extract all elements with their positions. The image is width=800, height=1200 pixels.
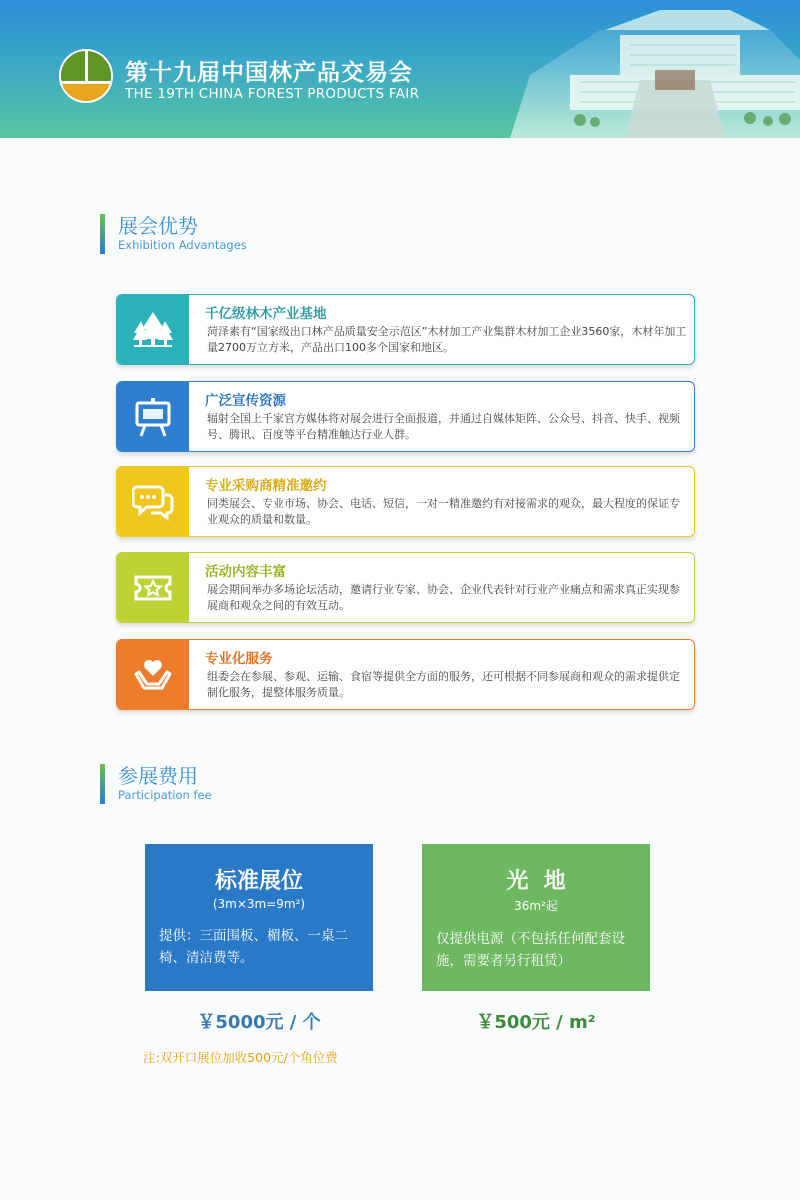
star-ticket-icon (117, 553, 189, 622)
standard-booth-price: ￥5000元 / 个 (197, 1012, 321, 1033)
fee-heading-cn: 参展费用 (118, 764, 198, 788)
advantage-card-forest-base (116, 294, 695, 365)
header-banner (0, 0, 800, 138)
advantage-card-activities (116, 552, 695, 623)
advantage-card-publicity (116, 381, 695, 452)
advantage-desc: 组委会在参展、参观、运输、食宿等提供全方面的服务，还可根据不同参展商和观众的需求提供定制化服务，提整体服务质量。 (207, 670, 680, 699)
presentation-board-icon (117, 382, 189, 451)
standard-booth-spec: (3m×3m=9m²) (212, 897, 306, 911)
standard-booth-title: 标准展位 (214, 869, 303, 894)
advantage-title: 千亿级林木产业基地 (205, 306, 327, 322)
advantage-title: 专业化服务 (205, 651, 273, 667)
advantage-title: 活动内容丰富 (205, 564, 286, 580)
raw-space-box (422, 844, 650, 991)
advantage-desc: 同类展会、专业市场、协会、电话、短信，一对一精准邀约有对接需求的观众，最大程度的保证专业观众的质量和数量。 (207, 497, 680, 526)
advantages-heading-en: Exhibition Advantages (118, 238, 247, 252)
advantage-card-invitation (116, 466, 695, 537)
advantage-desc: 菏泽素有“国家级出口林产品质量安全示范区”木材加工产业集群木材加工企业3560家，木材年加工量2700万立方米，产品出口100多个国家和地区。 (207, 325, 687, 354)
advantage-title: 专业采购商精准邀约 (205, 478, 327, 494)
advantages-heading-cn: 展会优势 (118, 214, 198, 238)
exhibition-hall-illustration (510, 0, 800, 138)
advantage-card-service (116, 639, 695, 710)
standard-booth-box (145, 844, 373, 991)
fair-title-cn: 第十九届中国林产品交易会 (125, 60, 413, 86)
heart-hands-icon (117, 640, 189, 709)
fair-logo (59, 49, 113, 103)
fair-title-en: THE 19TH CHINA FOREST PRODUCTS FAIR (125, 86, 420, 102)
advantage-desc: 展会期间举办多场论坛活动，邀请行业专家、协会、企业代表针对行业产业痛点和需求真正实现参展商和观众之间的有效互动。 (207, 583, 680, 612)
chat-bubbles-icon (117, 467, 189, 536)
fee-heading-en: Participation fee (118, 788, 212, 802)
raw-space-spec: 36m²起 (514, 899, 558, 913)
advantage-title: 广泛宣传资源 (205, 393, 286, 409)
raw-space-price: ￥500元 / m² (476, 1012, 596, 1033)
raw-space-title: 光 地 (506, 869, 566, 894)
raw-space-desc: 仅提供电源（不包括任何配套设施，需要者另行租赁） (436, 931, 625, 969)
forest-icon (117, 295, 189, 364)
advantage-desc: 辐射全国上千家官方媒体将对展会进行全面报道，并通过自媒体矩阵、公众号、抖音、快手、视频号、腾讯、百度等平台精准触达行业人群。 (207, 412, 680, 441)
fee-note: 注:双开口展位加收500元/个角位费 (143, 1050, 338, 1065)
standard-booth-desc: 提供：三面围板、楣板、一桌二椅、清洁费等。 (159, 928, 348, 966)
